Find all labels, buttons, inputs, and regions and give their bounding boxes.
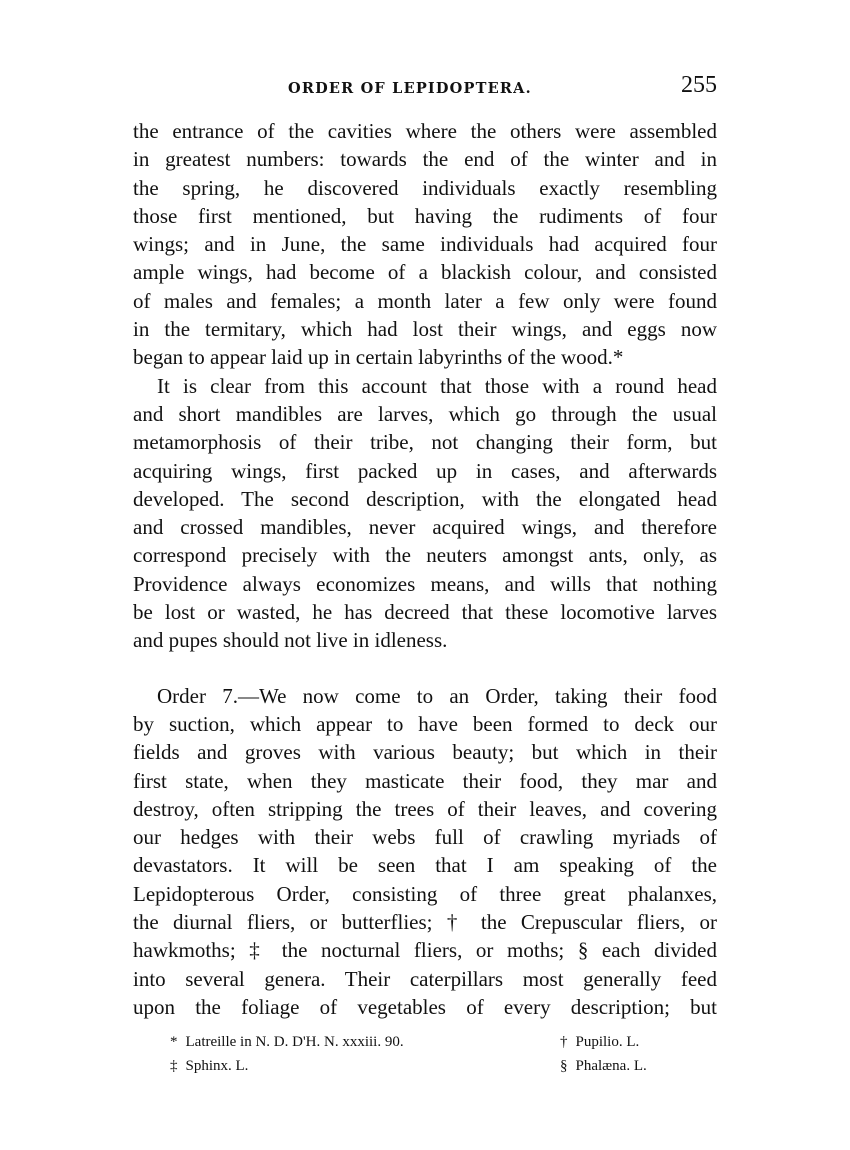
text-line: by suction, which appear to have been formed to deck our <box>133 711 717 736</box>
footnote <box>560 1054 690 1078</box>
text-line: and short mandibles are larves, which go through the usual <box>133 401 717 426</box>
text-line: into several genera. Their caterpillars most generally feed <box>133 966 717 991</box>
text-line: and crossed mandibles, never acquired wings, and therefore <box>133 515 717 540</box>
text-line: correspond precisely with the neuters amongst ants, only, as <box>133 543 717 568</box>
text-line: the spring, he discovered individuals exactly resembling <box>133 175 717 200</box>
text-line: destroy, often stripping the trees of their leaves, and covering <box>133 796 717 821</box>
footnote-text: Sphinx. L. <box>185 1058 249 1074</box>
text-line: developed. The second description, with the elongated head <box>133 486 717 511</box>
footnote-text: Pupilio. L. <box>575 1034 640 1050</box>
text-line: in greatest numbers: towards the end of the winter and in <box>133 147 717 172</box>
text-line: began to appear laid up in certain labyrinths of the wood.* <box>133 345 624 370</box>
text-line: ample wings, had become of a blackish colour, and consisted <box>133 260 717 285</box>
page-number: 255 <box>681 72 717 98</box>
text-line: first state, when they masticate their food, they mar and <box>133 768 717 793</box>
running-title: ORDER OF LEPIDOPTERA. <box>288 80 532 97</box>
paragraph-continued <box>133 117 717 372</box>
text-line: metamorphosis of their tribe, not changing their form, but <box>133 430 717 455</box>
text-line: the entrance of the cavities where the others were assembled <box>133 119 717 143</box>
paragraph <box>133 372 717 655</box>
text-line: the diurnal fliers, or butterflies; † the Crepuscular fliers, or <box>133 910 717 935</box>
text-line: Order 7.—We now come to an Order, taking their food <box>157 683 717 708</box>
text-line: be lost or wasted, he has decreed that these locomotive larves <box>133 600 717 625</box>
footnote-mark: † <box>560 1034 568 1050</box>
text-line: those first mentioned, but having the rudiments of four <box>133 203 717 228</box>
text-line: devastators. It will be seen that I am speaking of the <box>133 853 717 878</box>
text-line: acquiring wings, first packed up in cases, and afterwards <box>133 458 717 483</box>
footnote-mark: § <box>560 1058 568 1074</box>
text-line: upon the foliage of vegetables of every description; but <box>133 994 717 1019</box>
body-text <box>133 117 717 1021</box>
text-line: our hedges with their webs full of crawling myriads of <box>133 825 717 850</box>
text-line: and pupes should not live in idleness. <box>133 628 448 653</box>
footnote-text: Phalæna. L. <box>575 1058 647 1074</box>
text-line: fields and groves with various beauty; but which in their <box>133 740 717 765</box>
section-gap <box>133 655 717 682</box>
footnote-mark: ‡ <box>170 1058 178 1074</box>
footnote <box>170 1054 560 1078</box>
footnote-text: Latreille in N. D. D'H. N. xxxiii. 90. <box>185 1034 404 1050</box>
footnote <box>170 1030 560 1054</box>
text-line: in the termitary, which had lost their wings, and eggs now <box>133 317 717 342</box>
text-line: hawkmoths; ‡ the nocturnal fliers, or moths; § each divided <box>133 938 717 963</box>
footnote-mark: * <box>170 1034 178 1050</box>
footnotes <box>170 1030 690 1078</box>
text-line: wings; and in June, the same individuals had acquired four <box>133 232 717 257</box>
page-header <box>133 70 717 106</box>
footnote-row <box>170 1054 690 1078</box>
paragraph-order-7 <box>133 682 717 1022</box>
text-line: of males and females; a month later a few only were found <box>133 288 717 313</box>
footnote-row <box>170 1030 690 1054</box>
text-line: Lepidopterous Order, consisting of three great phalanxes, <box>133 881 717 906</box>
footnote <box>560 1030 690 1054</box>
text-line: It is clear from this account that those with a round head <box>157 373 717 398</box>
text-line: Providence always economizes means, and wills that nothing <box>133 571 717 596</box>
